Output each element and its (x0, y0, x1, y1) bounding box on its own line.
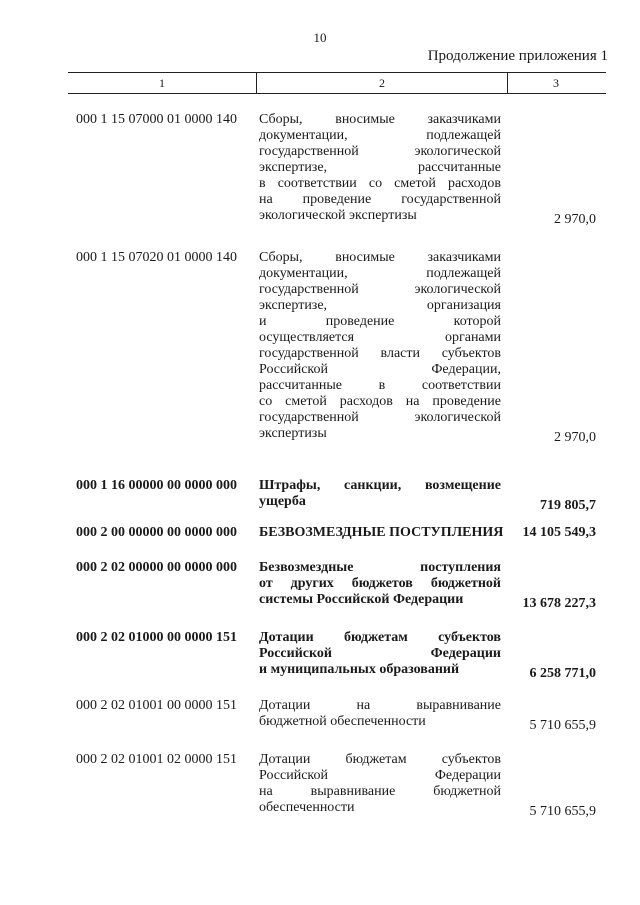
description-line: Дотации бюджетам субъектов (259, 630, 501, 645)
row-amount: 2 970,0 (554, 212, 596, 227)
description-line: Российской Федерации (259, 768, 501, 783)
row-description (259, 112, 501, 224)
description-line: обеспеченности (259, 800, 355, 815)
description-line: Сборы, вносимые заказчиками (259, 250, 501, 265)
description-line: от других бюджетов бюджетной (259, 576, 501, 591)
description-line: Дотации бюджетам субъектов (259, 752, 501, 767)
row-amount: 5 710 655,9 (529, 718, 596, 733)
description-line: государственной экологической (259, 410, 501, 425)
description-line: документации, подлежащей (259, 266, 501, 281)
description-line: ущерба (259, 494, 306, 509)
row-description (259, 525, 504, 541)
description-line: рассчитанные в соответствии (259, 378, 501, 393)
page-number: 10 (313, 30, 327, 45)
description-line: на проведение государственной (259, 192, 501, 207)
column-header-1: 1 (159, 76, 165, 90)
row-description (259, 478, 501, 510)
row-amount: 6 258 771,0 (529, 666, 596, 681)
row-amount: 14 105 549,3 (522, 525, 596, 540)
description-line: Штрафы, санкции, возмещение (259, 478, 501, 493)
row-amount: 13 678 227,3 (522, 596, 596, 611)
description-line: и муниципальных образований (259, 662, 460, 677)
description-line: государственной экологической (259, 144, 501, 159)
row-amount: 5 710 655,9 (529, 804, 596, 819)
row-amount: 2 970,0 (554, 430, 596, 445)
row-description (259, 752, 501, 816)
description-line: экологической экспертизы (259, 208, 417, 223)
description-line: государственной власти субъектов (259, 346, 501, 361)
description-line: государственной экологической (259, 282, 501, 297)
description-line: со сметой расходов на проведение (259, 394, 501, 409)
description-line: экспертизе, организация (259, 298, 501, 313)
description-line: БЕЗВОЗМЕЗДНЫЕ ПОСТУПЛЕНИЯ (259, 525, 504, 540)
description-line: Безвозмездные поступления (259, 560, 501, 575)
row-description (259, 560, 501, 608)
description-line: в соответствии со сметой расходов (259, 176, 501, 191)
budget-code: 000 1 15 07020 01 0000 140 (76, 250, 237, 265)
description-line: системы Российской Федерации (259, 592, 464, 607)
description-line: Российской Федерации, (259, 362, 501, 377)
row-amount: 719 805,7 (540, 498, 596, 513)
column-header-2: 2 (256, 73, 508, 93)
row-description (259, 250, 501, 442)
continuation-title: Продолжение приложения 1 (427, 48, 608, 64)
budget-code: 000 2 02 01001 02 0000 151 (76, 752, 237, 767)
budget-code: 000 1 15 07000 01 0000 140 (76, 112, 237, 127)
description-line: Дотации на выравнивание (259, 698, 501, 713)
description-line: экспертизы (259, 426, 327, 441)
budget-code: 000 2 02 00000 00 0000 000 (76, 560, 237, 575)
budget-code: 000 2 02 01000 00 0000 151 (76, 630, 237, 645)
description-line: бюджетной обеспеченности (259, 714, 426, 729)
budget-code: 000 1 16 00000 00 0000 000 (76, 478, 237, 493)
description-line: и проведение которой (259, 314, 501, 329)
description-line: на выравнивание бюджетной (259, 784, 501, 799)
row-description (259, 630, 501, 678)
description-line: Сборы, вносимые заказчиками (259, 112, 501, 127)
column-header-3: 3 (553, 76, 559, 90)
description-line: документации, подлежащей (259, 128, 501, 143)
description-line: Российской Федерации (259, 646, 501, 661)
description-line: осуществляется органами (259, 330, 501, 345)
row-description (259, 698, 501, 730)
budget-code: 000 2 00 00000 00 0000 000 (76, 525, 237, 540)
budget-code: 000 2 02 01001 00 0000 151 (76, 698, 237, 713)
description-line: экспертизе, рассчитанные (259, 160, 501, 175)
